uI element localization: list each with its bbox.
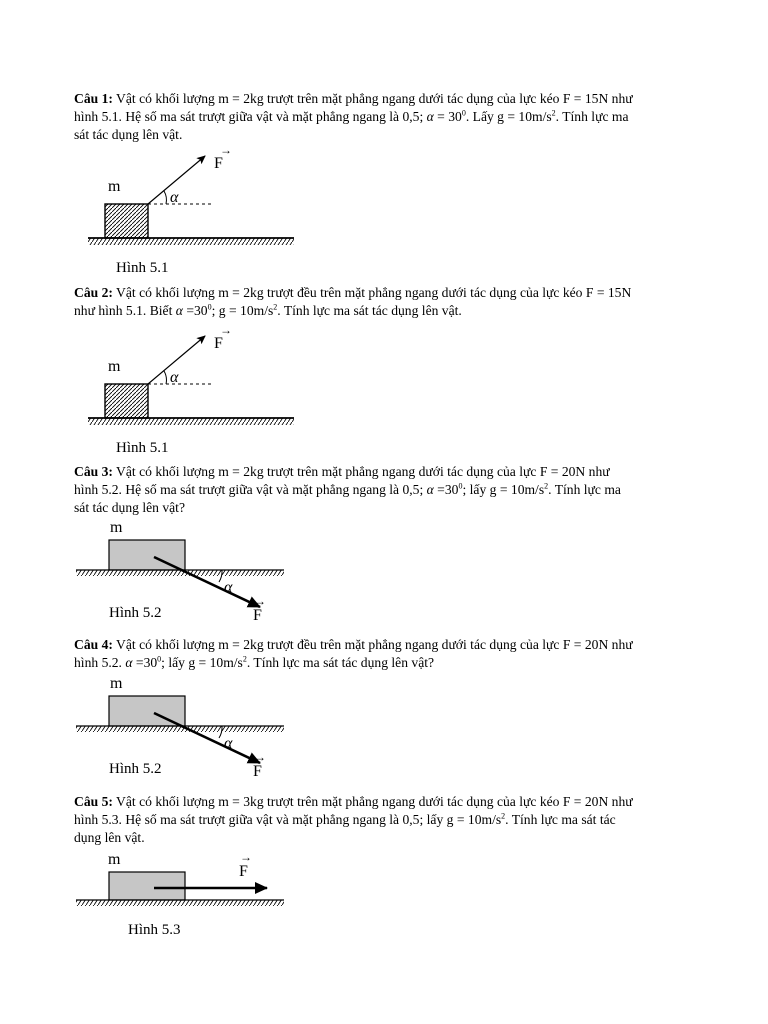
question-1-line-3: sát tác dụng lên vật. [74,127,183,142]
alpha-label: α [224,579,233,596]
figure-5-1-b [80,320,300,460]
figure-5-2-b [74,671,294,783]
question-3-line-3: sát tác dụng lên vật? [74,500,185,515]
mass-label: m [110,519,123,536]
question-3-label: Câu 3: [74,464,113,479]
figure-caption: Hình 5.1 [116,440,169,456]
question-2-line-1: Câu 2: Vật có khối lượng m = 2kg trượt đều trên mặt phẳng ngang dưới tác dụng của lực kéo F = 15N [74,285,632,300]
force-vector-arrow: → [254,750,266,764]
force-label: F [239,863,248,880]
figure-caption: Hình 5.1 [116,260,169,276]
alpha-label: α [170,189,179,206]
question-2-label: Câu 2: [74,285,113,300]
block [109,872,185,900]
question-5-line-3: dụng lên vật. [74,830,145,845]
figure-5-1-a [80,140,300,280]
force-vector-arrow: → [254,594,266,608]
question-3-line-2: hình 5.2. Hệ số ma sát trượt giữa vật và mặt phẳng ngang là 0,5; $\alpha =30^0$; lấy $g = 10m/s^2$. Tính lực ma [74,481,621,497]
force-arrow [154,557,260,607]
force-vector-arrow: → [220,323,232,337]
block [105,204,148,238]
question-3-line-1: Câu 3: Vật có khối lượng m = 2kg trượt trên mặt phẳng ngang dưới tác dụng của lực F = 20N như [74,464,610,479]
question-1-label: Câu 1: [74,91,113,106]
angle-arc [164,191,166,204]
ground-hatch [88,418,294,425]
question-2-line-2: như hình 5.1. Biết $\alpha =30^0$; $g = 10m/s^2$. Tính lực ma sát tác dụng lên vật. [74,302,462,318]
alpha-label: α [224,735,233,752]
mass-label: m [108,358,121,375]
angle-arc [164,371,166,384]
ground-hatch [76,900,284,906]
question-4-label: Câu 4: [74,637,113,652]
ground-hatch [76,726,284,732]
force-label: F [253,607,262,624]
figure-caption: Hình 5.3 [128,922,181,938]
question-1-line-2: hình 5.1. Hệ số ma sát trượt giữa vật và mặt phẳng ngang là 0,5; $\alpha = 30^0$. Lấy $g = 10m/s^2$. Tính lực ma [74,108,629,124]
force-vector-arrow: → [220,143,232,157]
question-4-line-2: hình 5.2. $\alpha =30^0$; lấy $g = 10m/s^2$. Tính lực ma sát tác dụng lên vật? [74,654,435,670]
block [105,384,148,418]
force-label: F [214,155,223,172]
force-vector-arrow: → [240,850,252,864]
question-1-line-1: Câu 1: Vật có khối lượng m = 2kg trượt trên mặt phẳng ngang dưới tác dụng của lực kéo F = 15N như [74,91,633,106]
question-4 [74,636,714,672]
mass-label: m [108,851,121,868]
question-5-line-1: Câu 5: Vật có khối lượng m = 3kg trượt trên mặt phẳng ngang dưới tác dụng của lực kéo F = 20N như [74,794,633,809]
figure-caption: Hình 5.2 [109,761,162,777]
figure-caption: Hình 5.2 [109,605,162,621]
question-5-line-2: hình 5.3. Hệ số ma sát trượt giữa vật và mặt phẳng ngang là 0,5; lấy $g = 10m/s^2$. Tính lực ma sát tác [74,811,616,827]
ground-hatch [76,570,284,576]
figure-5-3 [74,845,294,945]
ground-hatch [88,238,294,245]
force-arrow [154,713,260,763]
figure-5-2-a [74,515,294,627]
question-1 [74,90,714,144]
force-label: F [214,335,223,352]
question-5 [74,793,714,847]
mass-label: m [110,675,123,692]
force-label: F [253,763,262,780]
question-2 [74,284,714,320]
alpha-label: α [170,369,179,386]
question-4-line-1: Câu 4: Vật có khối lượng m = 2kg trượt đều trên mặt phẳng ngang dưới tác dụng của lực F = 20N như [74,637,633,652]
mass-label: m [108,178,121,195]
question-3 [74,463,714,517]
question-5-label: Câu 5: [74,794,113,809]
